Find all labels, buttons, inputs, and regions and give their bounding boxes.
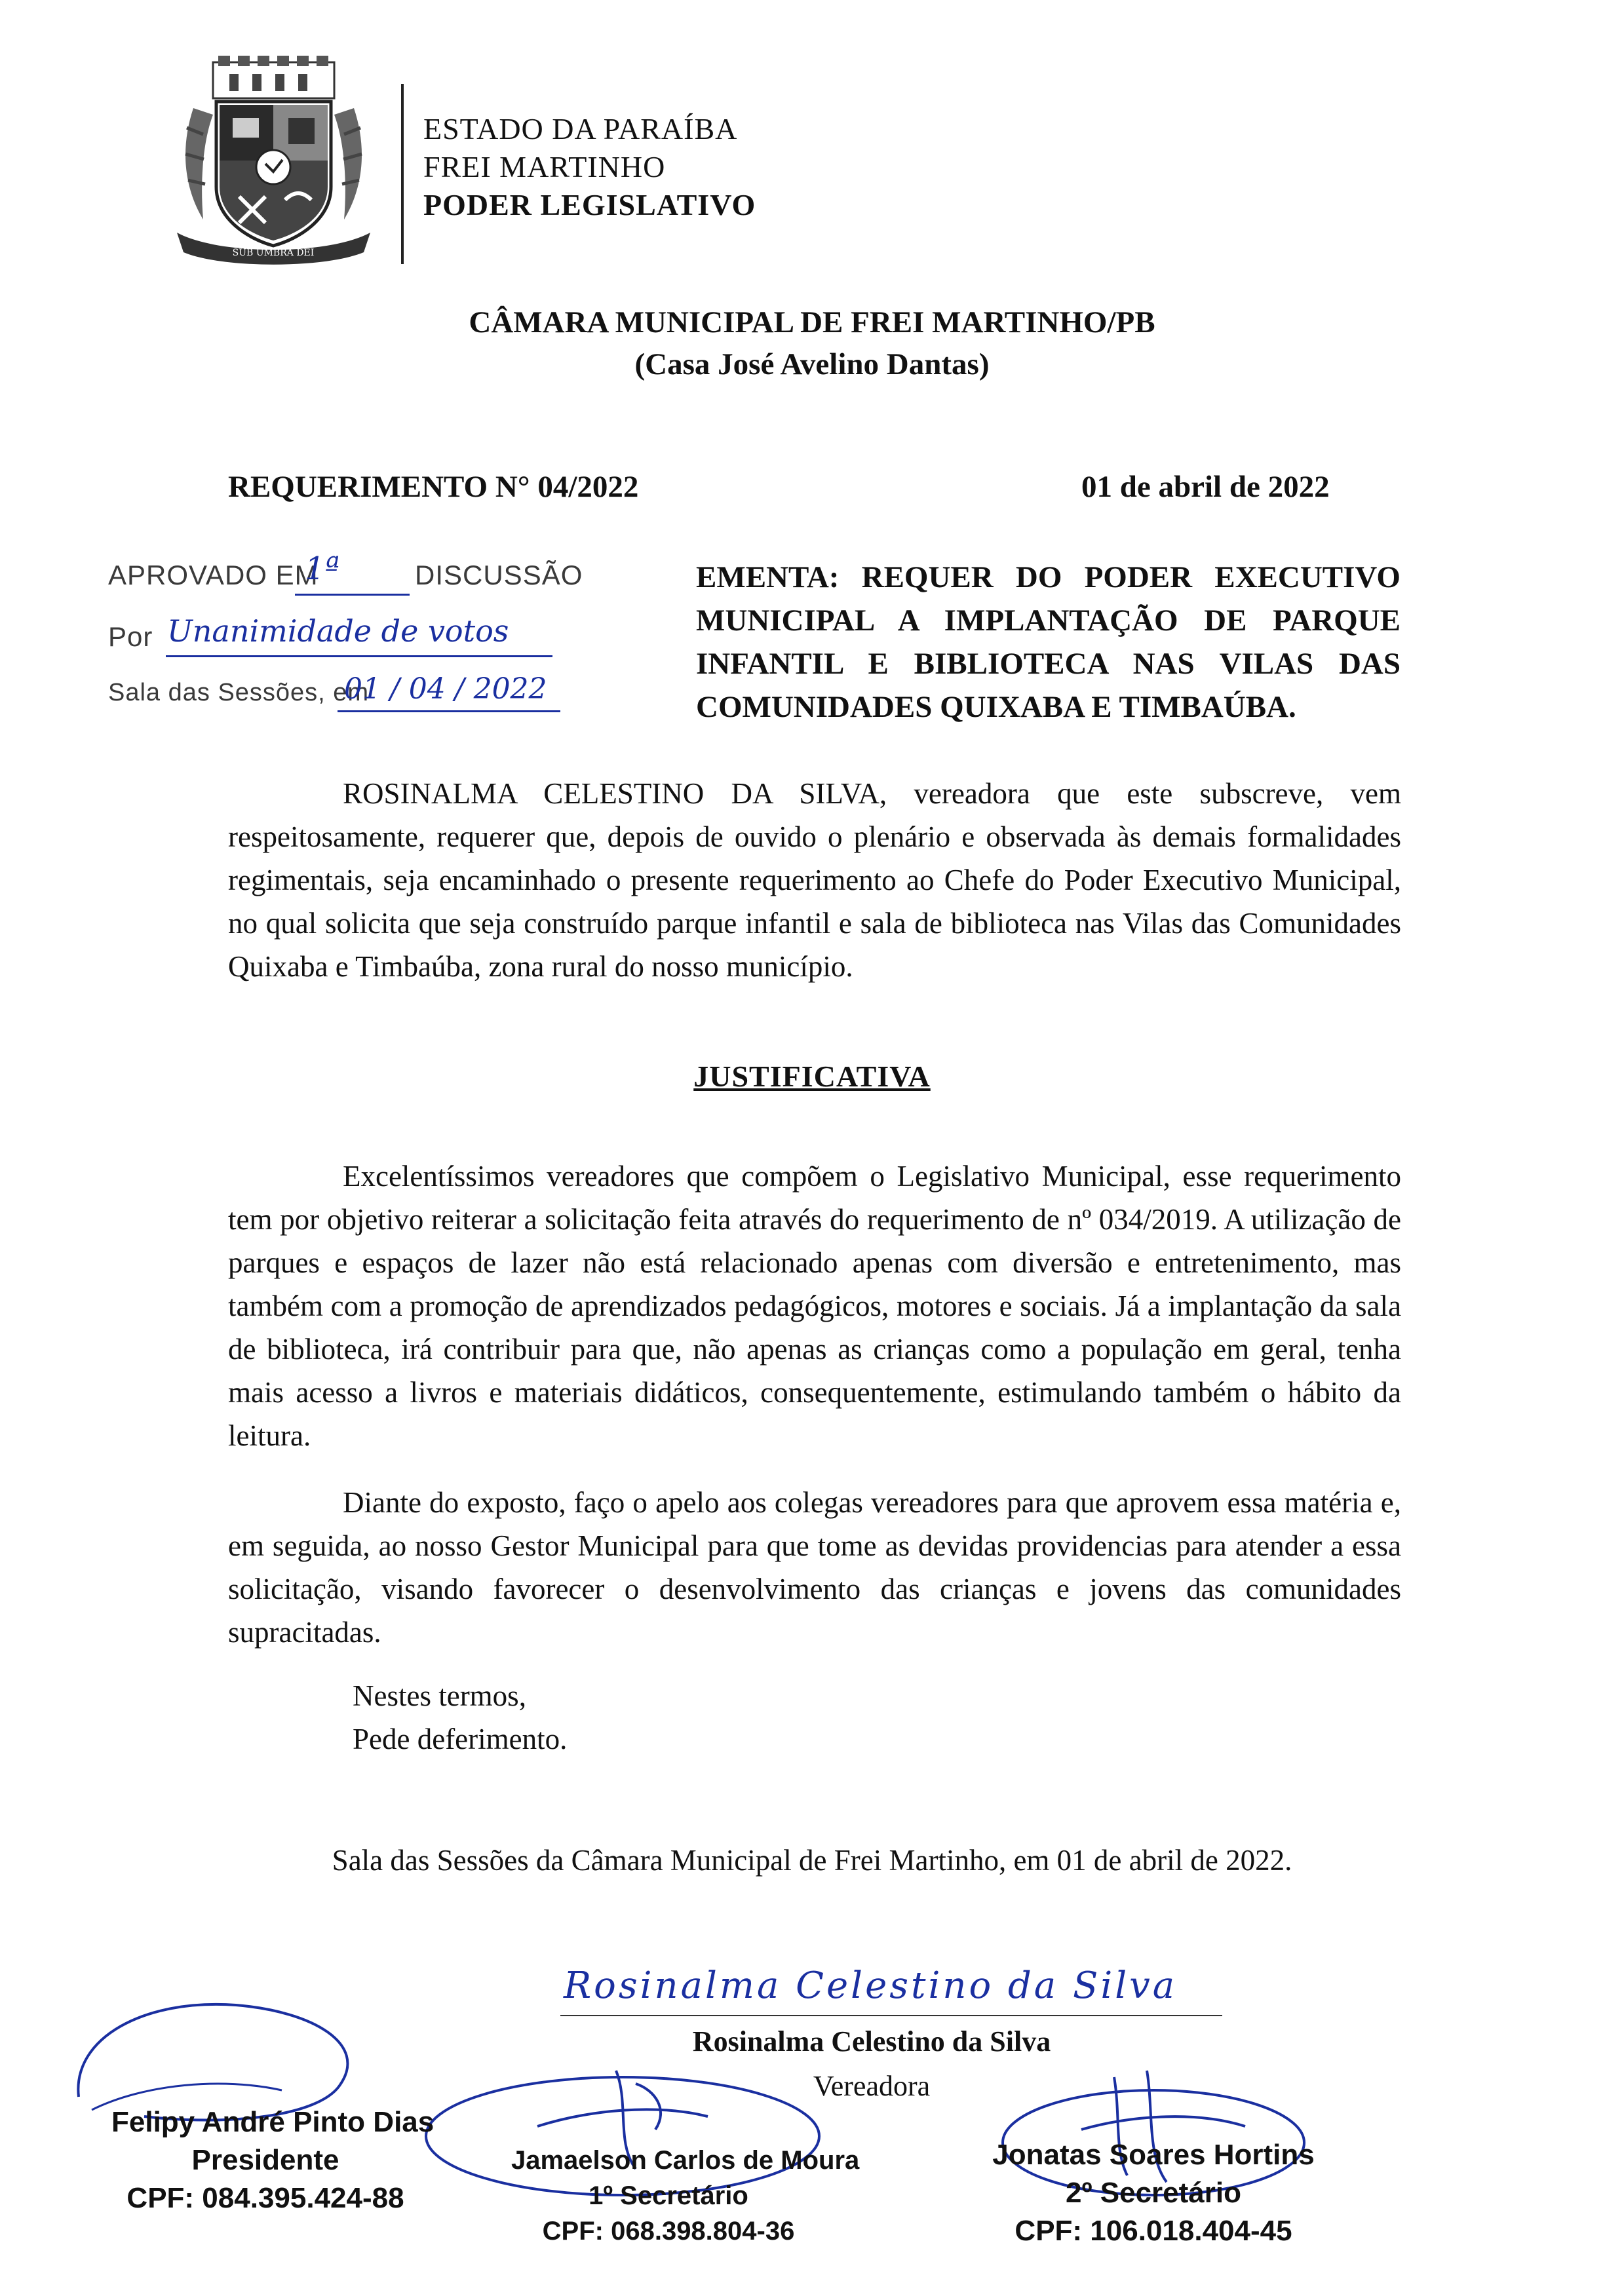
main-signer-name: Rosinalma Celestino da Silva (692, 2025, 1051, 2057)
justification-paragraph-1: Excelentíssimos vereadores que compõem o Legislativo Municipal, esse requerimento tem por objetivo reiterar a solicitação feita através do requerimento de nº 034/2019. A utilização de parques e espaços de lazer não está relacionado apenas com diversão e entretenimento, mas também com a promoção de aprendizados pedagógicos, motores e sociais. Já a implantação da sala de biblioteca, irá contribuir para que, não apenas as crianças como a população em geral, tenha mais acesso a livros e materiais didáticos, consequentemente, estimulando também o hábito da leitura. (228, 1160, 1401, 1452)
closing-block (353, 1674, 567, 1761)
justification-paragraph-2: Diante do exposto, faço o apelo aos colegas vereadores para que aprovem essa matéria e, em seguida, ao nosso Gestor Municipal para que tome as devidas providencias para atender a essa solicitação, visando favorecer o desenvolvimento das crianças e jovens das comunidades supracitadas. (228, 1486, 1401, 1649)
closing-line-2: Pede deferimento. (353, 1723, 568, 1755)
institution-name: CÂMARA MUNICIPAL DE FREI MARTINHO/PB (469, 305, 1155, 339)
header-state: ESTADO DA PARAÍBA (423, 112, 738, 145)
intro-paragraph: ROSINALMA CELESTINO DA SILVA, vereadora que este subscreve, vem respeitosamente, requerer que, depois de ouvido o plenário e observada às demais formalidades regimentais, seja encaminhado o presente requerimento ao Chefe do Poder Executivo Municipal, no qual solicita que seja construído parque infantil e sala de biblioteca nas Vilas das Comunidades Quixaba e Timbaúba, zona rural do nosso município. (228, 777, 1401, 983)
president-role: Presidente (191, 2144, 339, 2176)
stamp-underline (295, 594, 410, 596)
stamp-approved-suffix: DISCUSSÃO (415, 560, 583, 590)
president-cpf: CPF: 084.395.424-88 (126, 2182, 404, 2214)
secretary1-cpf: CPF: 068.398.804-36 (542, 2217, 795, 2246)
secretary1-role: 1º Secretário (589, 2181, 748, 2210)
stamp-approved-value: 1ª (305, 550, 340, 587)
municipal-crest (167, 56, 380, 272)
secretary2-cpf: CPF: 106.018.404-45 (1015, 2215, 1292, 2247)
president-stamp (111, 2103, 435, 2217)
president-name: Felipy André Pinto Dias (111, 2106, 435, 2138)
request-number: REQUERIMENTO N° 04/2022 (228, 470, 639, 504)
secretary2-stamp (983, 2136, 1324, 2250)
signature-line (560, 2015, 1222, 2016)
svg-text:SUB UMBRA DEI: SUB UMBRA DEI (232, 248, 315, 258)
crest-icon (167, 56, 380, 272)
stamp-by-value: Unanimidade de votos (167, 613, 509, 649)
header-divider (401, 84, 404, 264)
secretary1-stamp (511, 2143, 860, 2249)
stamp-session-value: 01 / 04 / 2022 (344, 672, 547, 706)
header-branch: PODER LEGISLATIVO (423, 188, 756, 221)
secretary2-name: Jonatas Soares Hortins (992, 2139, 1315, 2171)
ementa: EMENTA: REQUER DO PODER EXECUTIVO MUNICIPAL A IMPLANTAÇÃO DE PARQUE INFANTIL E BIBLIOTECA NAS VILAS DAS COMUNIDADES QUIXABA E TIMBAÚBA. (696, 560, 1401, 724)
header-city: FREI MARTINHO (423, 150, 666, 183)
secretary2-role: 2º Secretário (1066, 2177, 1241, 2209)
stamp-by-prefix: Por (108, 621, 153, 652)
institution-house: (Casa José Avelino Dantas) (634, 347, 990, 381)
stamp-underline (166, 655, 552, 657)
institution-block (0, 301, 1624, 385)
stamp-approved-prefix: APROVADO EM (108, 560, 319, 590)
approval-stamp (108, 550, 600, 734)
header-block (423, 110, 756, 224)
secretary1-name: Jamaelson Carlos de Moura (511, 2146, 860, 2175)
closing-line-1: Nestes termos, (353, 1679, 526, 1712)
place-date: Sala das Sessões da Câmara Municipal de Frei Martinho, em 01 de abril de 2022. (332, 1844, 1292, 1877)
stamp-session-prefix: Sala das Sessões, em (108, 679, 370, 706)
main-signer-role: Vereadora (813, 2070, 931, 2102)
justification-title: JUSTIFICATIVA (693, 1060, 931, 1093)
stamp-underline (338, 710, 560, 712)
main-handwritten-signature: Rosinalma Celestino da Silva (564, 1964, 1178, 2007)
request-date: 01 de abril de 2022 (1081, 470, 1330, 504)
